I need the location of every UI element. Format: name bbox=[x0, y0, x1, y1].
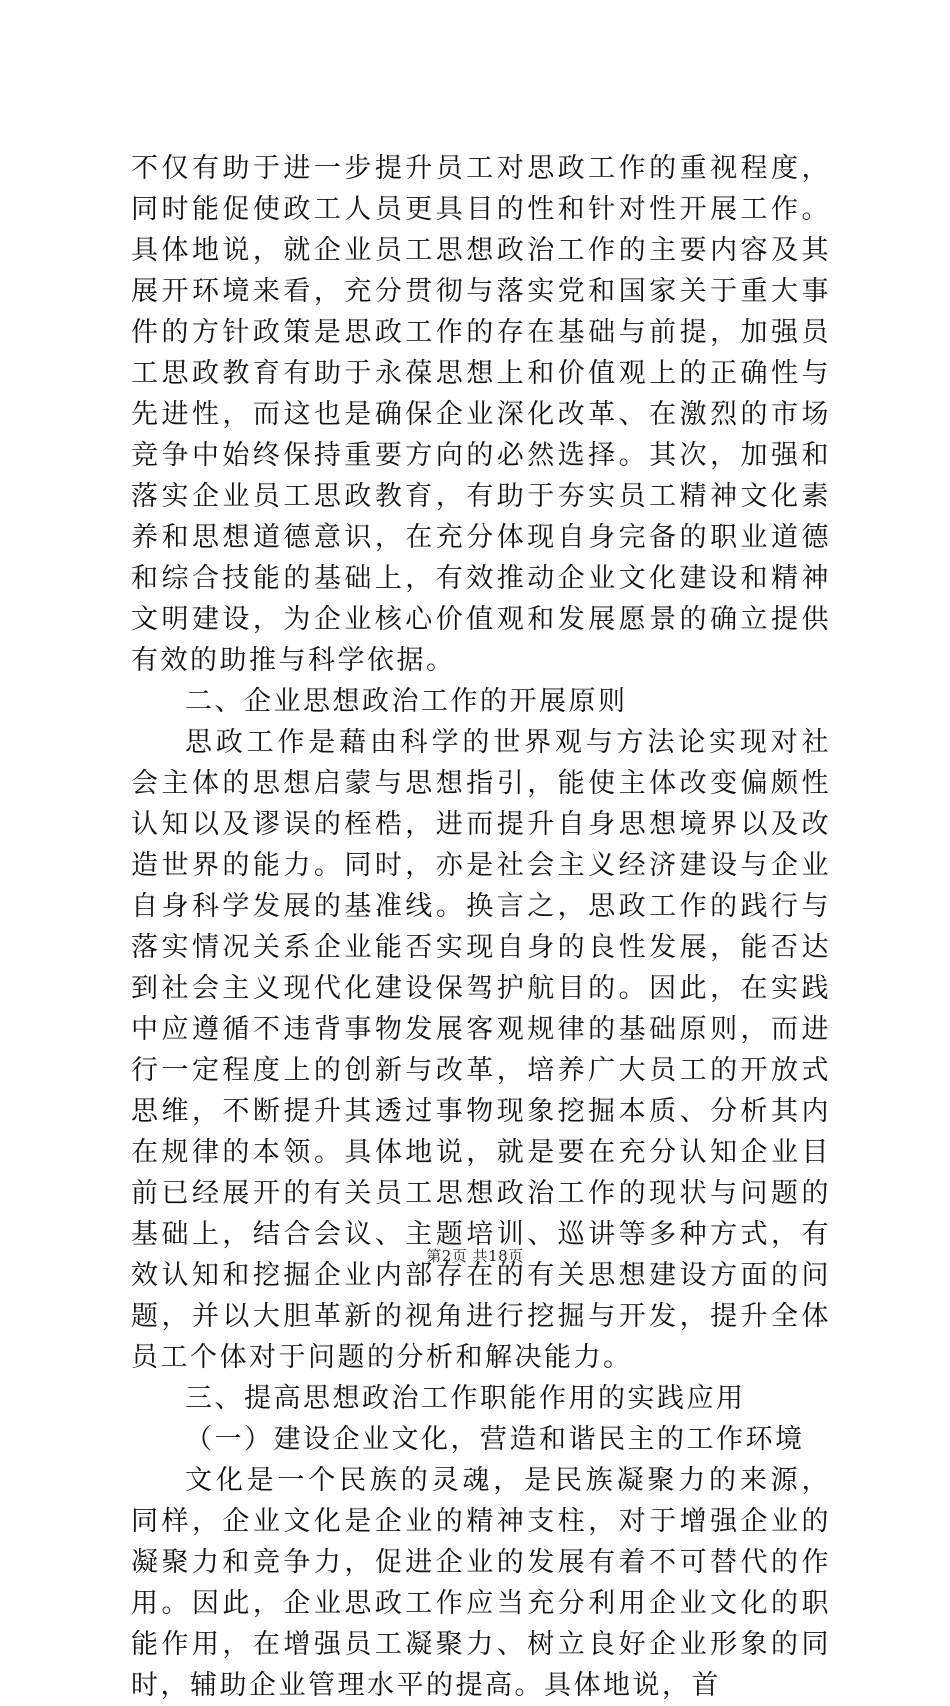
section-heading: 三、提高思想政治工作职能作用的实践应用 bbox=[185, 1383, 746, 1414]
body-paragraph: 不仅有助于进一步提升员工对思政工作的重视程度，同时能促使政工人员更具目的性和针对性开展工作。具体地说，就企业员工思想政治工作的主要内容及其展开环境来看，充分贯彻与落实党和国家关于重大事件的方针政策是思政工作的存在基础与前提，加强员工思政教育有助于永葆思想上和价值观上的正确性与先进性，而这也是确保企业深化改革、在激烈的市场竞争中始终保持重要方向的必然选择。其次，加强和落实企业员工思政教育，有助于夯实员工精神文化素养和思想道德意识，在充分体现自身完备的职业道德和综合技能的基础上，有效推动企业文化建设和精神文明建设，为企业核心价值观和发展愿景的确立提供有效的助推与科学依据。 bbox=[131, 153, 831, 676]
body-paragraph: 文化是一个民族的灵魂，是民族凝聚力的来源，同样，企业文化是企业的精神支柱，对于增强企业的凝聚力和竞争力，促进企业的发展有着不可替代的作用。因此，企业思政工作应当充分利用企业文化的职能作用，在增强员工凝聚力、树立良好企业形象的同时，辅助企业管理水平的提高。具体地说，首 bbox=[131, 1465, 831, 1701]
subsection-heading: （一）建设企业文化，营造和谐民主的工作环境 bbox=[185, 1424, 805, 1455]
body-paragraph: 思政工作是藉由科学的世界观与方法论实现对社会主体的思想启蒙与思想指引，能使主体改变偏颇性认知以及谬误的桎梏，进而提升自身思想境界以及改造世界的能力。同时，亦是社会主义经济建设与企业自身科学发展的基准线。换言之，思政工作的践行与落实情况关系企业能否实现自身的良性发展，能否达到社会主义现代化建设保驾护航目的。因此，在实践中应遵循不违背事物发展客观规律的基础原则，而进行一定程度上的创新与改革，培养广大员工的开放式思维，不断提升其透过事物现象挖掘本质、分析其内在规律的本领。具体地说，就是要在充分认知企业目前已经展开的有关员工思想政治工作的现状与问题的基础上，结合会议、主题培训、巡讲等多种方式，有效认知和挖掘企业内部存在的有关思想建设方面的问题，并以大胆革新的视角进行挖掘与开发，提升全体员工个体对于问题的分析和解决能力。 bbox=[131, 727, 831, 1373]
page-number-footer: 第2页 共18页 bbox=[426, 1247, 524, 1265]
section-heading: 二、企业思想政治工作的开展原则 bbox=[185, 686, 628, 717]
document-body bbox=[131, 148, 831, 1706]
